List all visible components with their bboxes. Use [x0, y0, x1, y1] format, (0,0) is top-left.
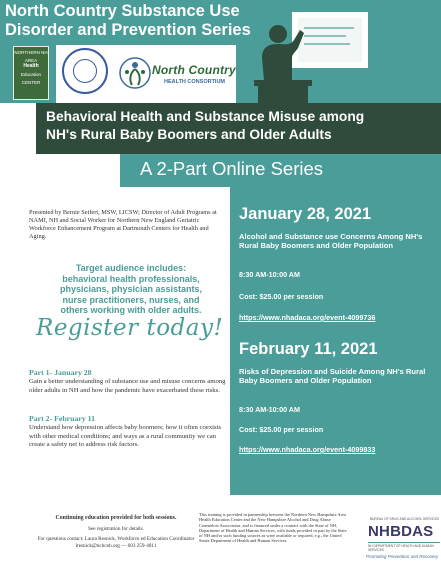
- part-1-heading: Part 1- January 28: [29, 368, 92, 377]
- questions-contact: For questions contact: Laura Resnick, Workforce ed Education Coordinator: [37, 536, 195, 542]
- nchc-logo-name: North Country: [152, 63, 236, 77]
- register-today-link[interactable]: Register today!: [36, 315, 224, 341]
- ce-notice: Continuing education provided for both sessions.: [55, 515, 177, 521]
- nhbdas-tagline: Promoting Prevention and Recovery: [366, 554, 439, 559]
- event-1-time: 8:30 AM-10:00 AM: [239, 270, 300, 279]
- event-1-title: Alcohol and Substance use Concerns Among NH's Rural Baby Boomers and Older Population: [239, 232, 423, 250]
- nchc-logo-icon: [118, 56, 152, 90]
- contact-email-phone[interactable]: lresnick@nchcnh.org — 603 259-4811: [75, 542, 157, 549]
- footer-contact: [36, 515, 196, 549]
- nhbdas-logo: [358, 516, 441, 560]
- nhbdas-bureau: BUREAU OF DRUG AND ALCOHOL SERVICES: [370, 517, 440, 521]
- target-audience-line: Target audience includes:: [75, 263, 187, 273]
- event-2-cost: Cost: $25.00 per session: [239, 425, 324, 434]
- part-2-description: Understand how depression affects baby boomers; how it often coexists with other medical conditions; and ways as a rural community we can create a safety net to address risk factors.: [29, 424, 222, 448]
- event-2-link[interactable]: https://www.nhadaca.org/event-4099833: [239, 445, 376, 454]
- series-title: North Country Substance Use Disorder and Prevention Series: [5, 2, 251, 39]
- presenter-bio: Presented by Bernie Seifert, MSW, LICSW; Director of Adult Programs at NAMI, NH and Social Worker for Northern New England Geriatric Workforce Enhancement Program at Dartmouth Centers for Health and Aging.: [29, 209, 217, 240]
- presenter-illustration: [250, 8, 375, 108]
- see-registration: See registration for details.: [88, 525, 144, 532]
- nchc-logo-subtitle: HEALTH CONSORTIUM: [164, 79, 226, 85]
- ahec-logo: NORTHERN NH AREA Health Education CENTER: [13, 46, 49, 100]
- headline-line-2: NH's Rural Baby Boomers and Older Adults: [46, 127, 332, 142]
- headline: [46, 108, 441, 144]
- part-2-heading: Part 2- February 11: [29, 414, 96, 423]
- nhadaca-seal-logo: [62, 48, 108, 94]
- event-2-date: February 11, 2021: [239, 340, 378, 358]
- headline-line-1: Behavioral Health and Substance Misuse among: [46, 109, 365, 124]
- target-audience-line: nurse practitioners, nurses, and: [62, 294, 200, 305]
- target-audience: [38, 263, 224, 316]
- subhead: A 2-Part Online Series: [140, 158, 324, 179]
- nhbdas-department: NH DEPARTMENT OF HEALTH AND HUMAN SERVICES: [368, 544, 434, 552]
- part-1-description: Gain a better understanding of substance use and misuse concerns among older adults in NH and how the pandemic have exacerbated these risks.: [29, 378, 226, 394]
- target-audience-line: behavioral health professionals,: [62, 273, 200, 284]
- target-audience-line: others working with older adults.: [60, 305, 202, 315]
- event-2-time: 8:30 AM-10:00 AM: [239, 405, 300, 414]
- nhbdas-wordmark: NHBDAS: [368, 523, 434, 540]
- event-1-date: January 28, 2021: [239, 205, 372, 223]
- target-audience-line: physicians, physician assistants,: [59, 284, 203, 294]
- funding-statement: This training is provided in partnership between the Northern New Hampshire Area Health Education Center and the New Hampshire Alcohol and Drug Abuse Counselors Association, and is financed under a contract with the State of NH, Department of Health and Human Services, with funds provided in part by the State of NH and/or such funding sources as were available or required, e.g., the United States Department of Health and Human Services.: [199, 512, 347, 544]
- event-1-cost: Cost: $25.00 per session: [239, 292, 324, 301]
- event-2-title: Risks of Depression and Suicide Among NH's Rural Baby Boomers and Older Population: [239, 367, 426, 385]
- event-1-link[interactable]: https://www.nhadaca.org/event-4099736: [239, 313, 376, 322]
